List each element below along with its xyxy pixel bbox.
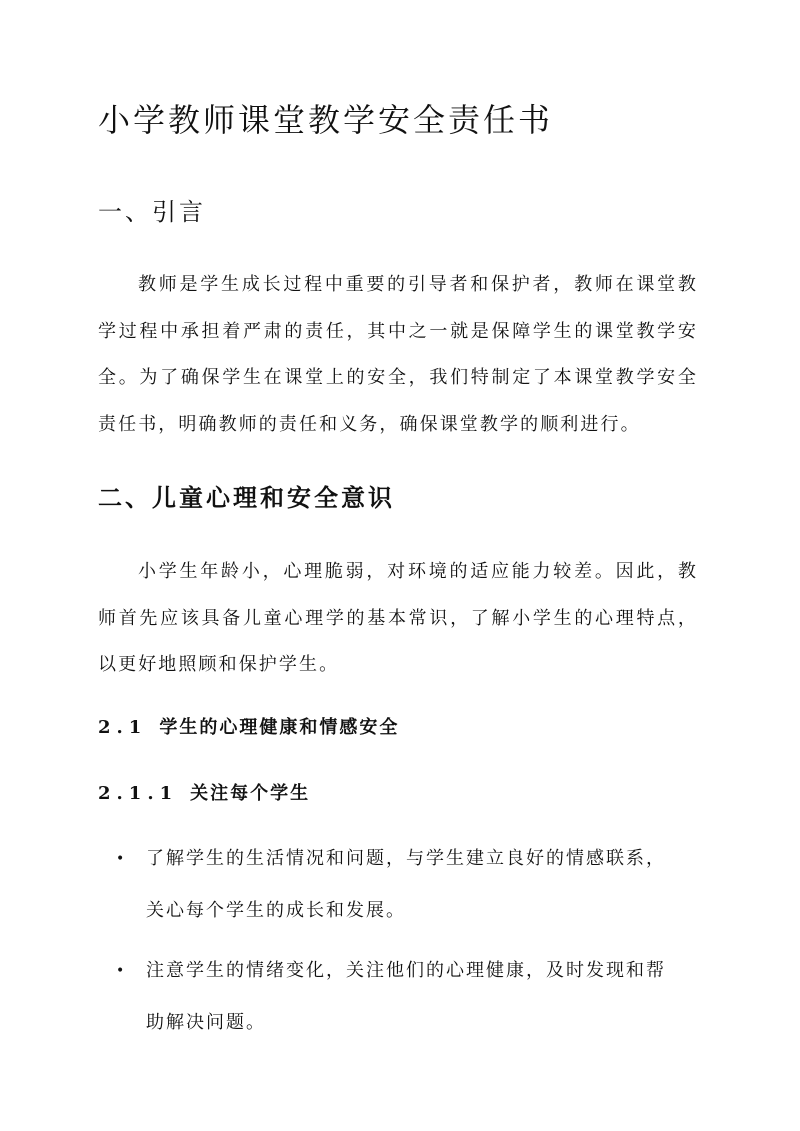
document-title: 小学教师课堂教学安全责任书: [98, 101, 554, 139]
list-item: [116, 833, 676, 937]
section-heading-introduction: 一、引言: [98, 198, 206, 226]
subsection-number: 2.1: [98, 717, 148, 738]
subsection-heading-2-1: [98, 713, 718, 743]
section-heading-child-psychology: 二、儿童心理和安全意识: [98, 483, 395, 512]
subsection-title: 关注每个学生: [190, 783, 311, 804]
bullet-icon: •: [116, 851, 127, 867]
list-item-text: 注意学生的情绪变化，关注他们的心理健康，及时发现和帮助解决问题。: [146, 960, 666, 1033]
list-item: [116, 945, 676, 1049]
list-item-text: 了解学生的生活情况和问题，与学生建立良好的情感联系，关心每个学生的成长和发展。: [146, 848, 666, 921]
child-psychology-paragraph: 小学生年龄小，心理脆弱，对环境的适应能力较差。因此，教师首先应该具备儿童心理学的基本常识，了解小学生的心理特点，以更好地照顾和保护学生。: [98, 561, 698, 675]
subsection-number: 2.1.1: [98, 783, 179, 804]
subsection-heading-2-1-1: [98, 779, 718, 809]
introduction-paragraph: 教师是学生成长过程中重要的引导者和保护者，教师在课堂教学过程中承担着严肃的责任，其中之一就是保障学生的课堂教学安全。为了确保学生在课堂上的安全，我们特制定了本课堂教学安全责任书，明确教师的责任和义务，确保课堂教学的顺利进行。: [98, 274, 698, 435]
bullet-icon: •: [116, 963, 127, 979]
subsection-title: 学生的心理健康和情感安全: [159, 717, 400, 738]
